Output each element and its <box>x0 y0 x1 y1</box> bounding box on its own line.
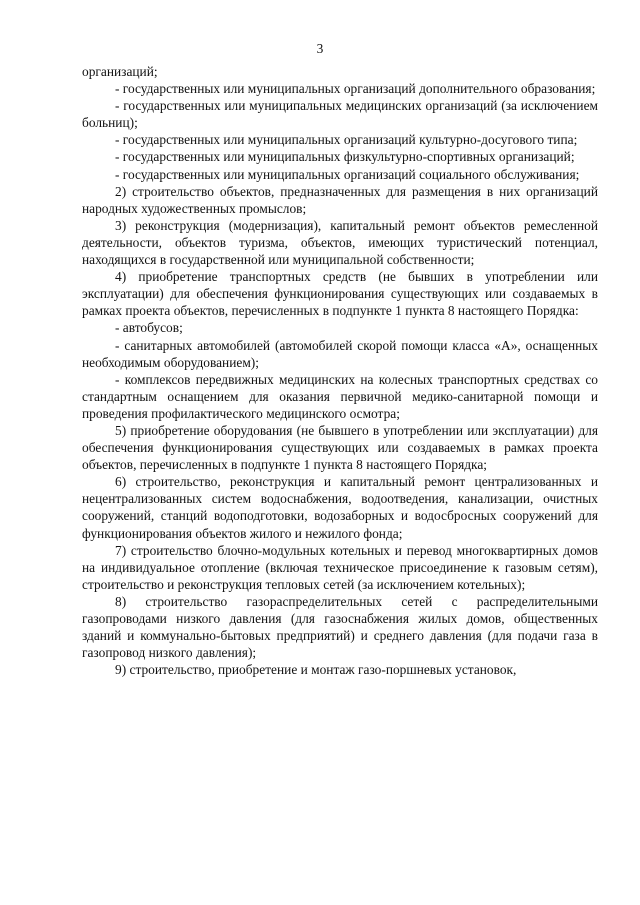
paragraph: 9) строительство, приобретение и монтаж газо-поршневых установок, <box>115 662 517 678</box>
paragraph: - санитарных автомобилей (автомобилей скорой помощи класса «А», оснащенных необходимым оборудованием); <box>82 337 598 370</box>
paragraph: - автобусов; <box>115 320 183 336</box>
paragraph: 5) приобретение оборудования (не бывшего в употреблении или эксплуатации) для обеспечения функционирования существующих или создаваемых в рамках проекта объектов, перечисленных в подпункте 1 пункта 8 настоящего Порядка; <box>82 422 598 473</box>
paragraph: 4) приобретение транспортных средств (не бывших в употреблении или эксплуатации) для обеспечения функционирования существующих или создаваемых в рамках проекта объектов, перечисленных в подпункте 1 пункта 8 настоящего Порядка: <box>82 269 598 319</box>
document-body <box>82 63 598 678</box>
paragraph: 3) реконструкция (модернизация), капитальный ремонт объектов ремесленной деятельности, объектов туризма, объектов, имеющих туристический потенциал, находящихся в государственной или муниципальной собственности; <box>82 217 598 268</box>
paragraph: - государственных или муниципальных организаций социального обслуживания; <box>115 166 580 182</box>
paragraph: 7) строительство блочно-модульных котельных и перевод многоквартирных домов на индивидуальное отопление (включая техническое присоединение к газовым сетям), строительство и реконструкция тепловых сетей (за исключением котельных); <box>82 542 598 592</box>
paragraph: организаций; <box>82 64 158 79</box>
paragraph: - государственных или муниципальных организаций дополнительного образования; <box>115 81 596 97</box>
paragraph: 2) строительство объектов, предназначенных для размещения в них организаций народных художественных промыслов; <box>82 183 598 216</box>
paragraph: - государственных или муниципальных физкультурно-спортивных организаций; <box>115 149 575 165</box>
paragraph: 6) строительство, реконструкция и капитальный ремонт централизованных и нецентрализованных систем водоснабжения, водоотведения, канализации, очистных сооружений, станций водоподготовки, водозаборных и водосбросных сооружений для функционирования объектов жилого и нежилого фонда; <box>82 474 598 541</box>
paragraph: 8) строительство газораспределительных сетей с распределительными газопроводами низкого давления (для газоснабжения жилых домов, общественных зданий и коммунально-бытовых предприятий) и среднего давления (для подачи газа в газопровод низкого давления); <box>82 593 598 661</box>
page-number: 3 <box>316 41 324 56</box>
paragraph: - государственных или муниципальных медицинских организаций (за исключением больниц); <box>82 98 598 131</box>
paragraph: - государственных или муниципальных организаций культурно-досугового типа; <box>115 132 578 148</box>
paragraph: - комплексов передвижных медицинских на колесных транспортных средствах со стандартным оснащением для оказания первичной медико-санитарной помощи и проведения профилактического медицинского осмотра; <box>82 371 598 421</box>
